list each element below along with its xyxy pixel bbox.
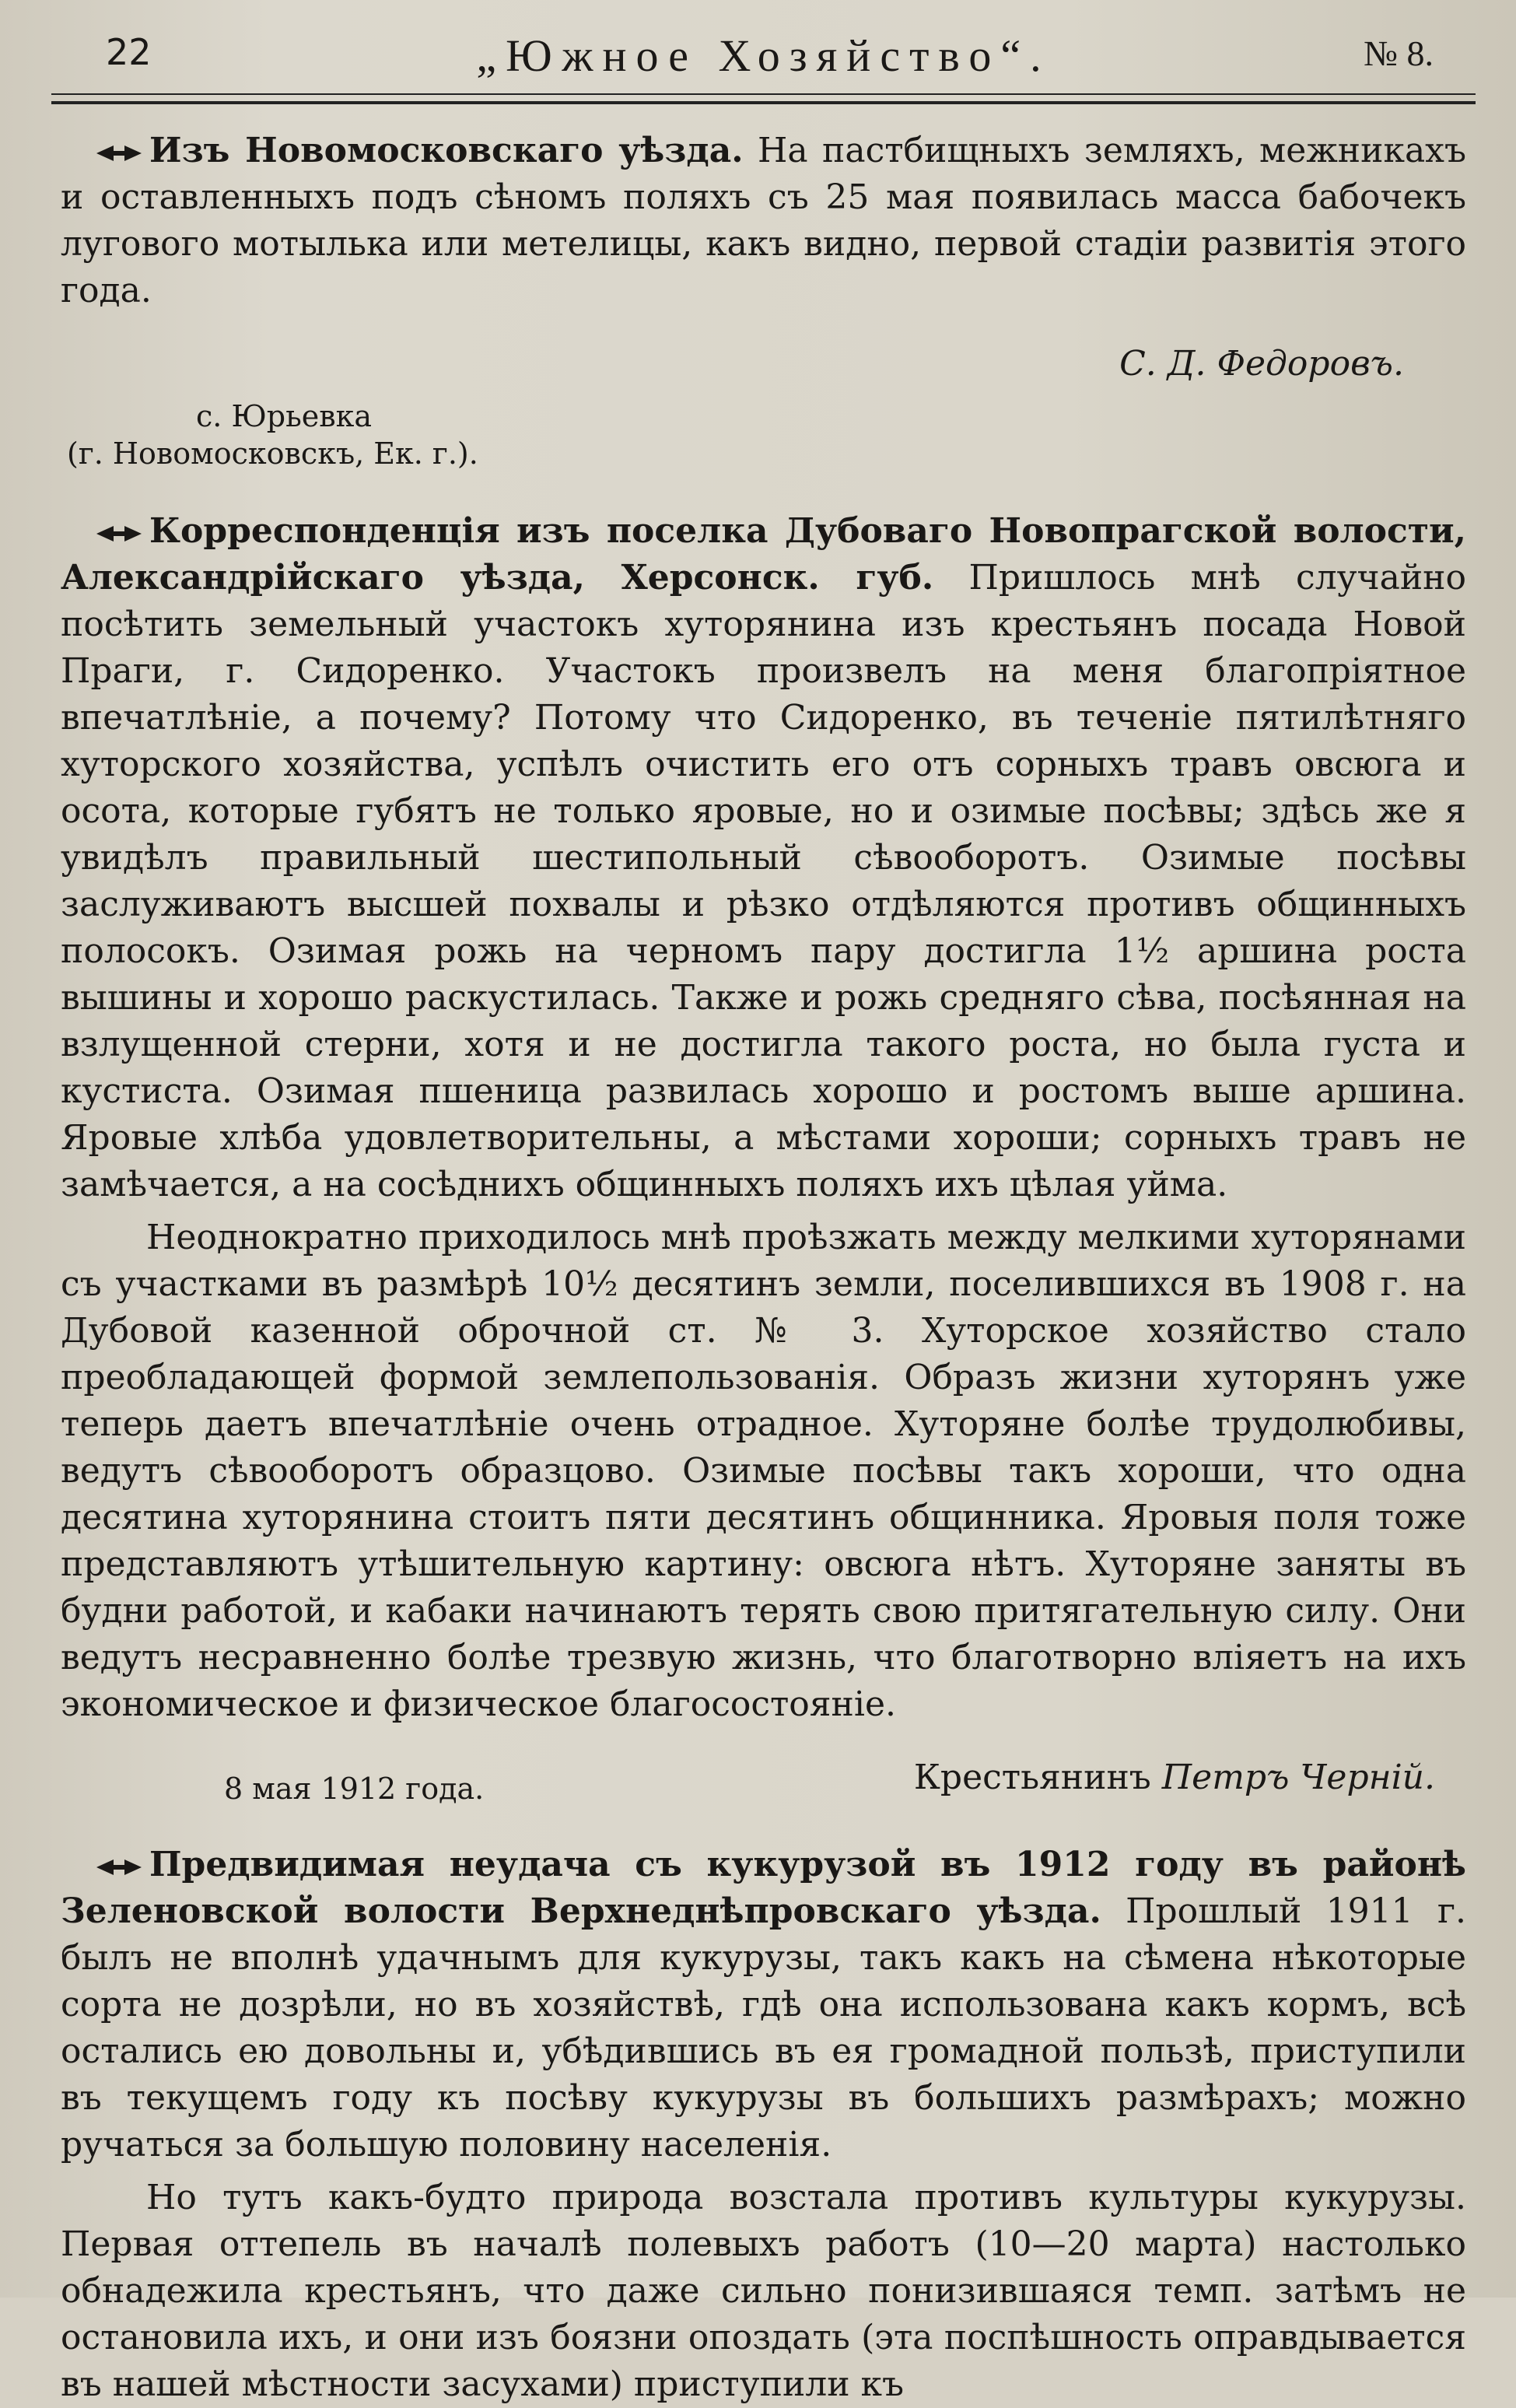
article-text: Пришлось мнѣ случайно посѣтить земельный участокъ хуторянина изъ крестьянъ посада Новой Праги, г. Сидоренко. Участокъ произвелъ на меня благопріятное впечатлѣніе, а почему? Потому что Сидоренко, въ теченіе пятилѣтняго хуторского хозяйства, успѣлъ очистить его отъ сорныхъ травъ овсюга и осота, которые губятъ не только яровые, но и озимые посѣвы; здѣсь же я увидѣлъ правильный шестипольный сѣвооборотъ. Озимые посѣвы заслуживаютъ высшей похвалы и рѣзко отдѣляются противъ общинныхъ полосокъ. Озимая рожь на черномъ пару достигла 1½ аршина роста вышины и хорошо раскустилась. Также и рожь средняго сѣва, посѣянная на взлущенной стерни, хотя и не достигла такого роста, но была густа и кустиста. Озимая пшеница развилась хорошо и ростомъ выше аршина. Яровые хлѣба удовлетворительны, а мѣстами хороши; сорныхъ травъ не замѣчается, а на сосѣднихъ общинныхъ поляхъ ихъ цѣлая уйма. xyxy=(61,558,1466,1204)
article-title: Корреспонденція изъ поселка Дубоваго Новопрагской волости, Александрійскаго уѣзда, Херсонск. губ. xyxy=(61,511,1466,598)
place-district: (г. Новомосковскъ, Ек. г.). xyxy=(67,436,478,471)
article-novomoskovsk xyxy=(61,128,1466,314)
signature-name: Петръ Черній. xyxy=(1161,1758,1435,1797)
article-paragraph xyxy=(61,128,1466,314)
article-title: Предвидимая неудача съ кукурузой въ 1912 году въ районѣ Зеленовской волости Верхнеднѣпровскаго уѣзда. xyxy=(61,1845,1466,1931)
article-paragraph: Неоднократно приходилось мнѣ проѣзжать между мелкими хуторянами съ участками въ размѣрѣ 10½ десятинъ земли, поселившихся въ 1908 г. на Дубовой казенной оброчной ст. № 3. Хуторское хозяйство стало преобладающей формой землепользованія. Образъ жизни хуторянъ уже теперь даетъ впечатлѣніе очень отрадное. Хуторяне болѣе трудолюбивы, ведутъ сѣвооборотъ образцово. Озимые посѣвы такъ хороши, что одна десятина хуторянина стоитъ пяти десятинъ общинника. Яровыя поля тоже представляютъ утѣшительную картину: овсюга нѣтъ. Хуторяне заняты въ будни работой, и кабаки начинаютъ терять свою притягательную силу. Они ведутъ несравненно болѣе трезвую жизнь, что благотворно вліяетъ на ихъ экономическое и физическое благосостояніе. xyxy=(61,1218,1466,1724)
diamond-arrow-icon xyxy=(96,1858,142,1877)
article-signoff xyxy=(61,1758,1466,1814)
article-signature xyxy=(914,1758,1435,1797)
page-number: 22 xyxy=(106,31,152,73)
article-paragraph: Но тутъ какъ-будто природа возстала противъ культуры кукурузы. Первая оттепель въ началѣ полевыхъ работъ (10—20 марта) настолько обнадежила крестьянъ, что даже сильно понизившаяся темп. затѣмъ не остановила ихъ, и они изъ боязни опоздать (эта поспѣшность оправдывается въ нашей мѣстности засухами) приступили къ xyxy=(61,2178,1466,2404)
journal-title: „Южное Хозяйство“. xyxy=(476,30,1051,81)
header-rule xyxy=(51,93,1476,104)
article-text: Прошлый 1911 г. былъ не вполнѣ удачнымъ для кукурузы, такъ какъ на сѣмена нѣкоторые сорта не дозрѣли, но въ хозяйствѣ, гдѣ она использована какъ кормъ, всѣ остались ею довольны и, убѣдившись въ ея громадной пользѣ, приступили въ текущемъ году къ посѣву кукурузы въ большихъ размѣрахъ; можно ручаться за большую половину населенія. xyxy=(61,1891,1466,2164)
article-dubovoe xyxy=(61,508,1466,1728)
article-place xyxy=(67,398,1466,472)
article-date: 8 мая 1912 года. xyxy=(224,1772,485,1806)
article-title: Изъ Новомосковскаго уѣзда. xyxy=(149,131,744,170)
page-header xyxy=(61,30,1466,90)
diamond-arrow-icon xyxy=(96,524,142,543)
article-kukuruza xyxy=(61,1842,1466,2408)
article-text: На пастбищныхъ земляхъ, межникахъ и оставленныхъ подъ сѣномъ поляхъ съ 25 мая появилась масса бабочекъ лугового мотылька или метелицы, какъ видно, первой стадіи развитія этого года. xyxy=(61,131,1466,310)
article-paragraph xyxy=(61,508,1466,1208)
article-signature: С. Д. Федоровъ. xyxy=(1119,344,1404,384)
diamond-arrow-icon xyxy=(96,144,142,163)
place-village: с. Юрьевка xyxy=(196,399,373,433)
issue-number: № 8. xyxy=(1364,33,1434,73)
article-paragraph xyxy=(61,1842,1466,2168)
signature-prefix: Крестьянинъ xyxy=(913,1758,1151,1797)
